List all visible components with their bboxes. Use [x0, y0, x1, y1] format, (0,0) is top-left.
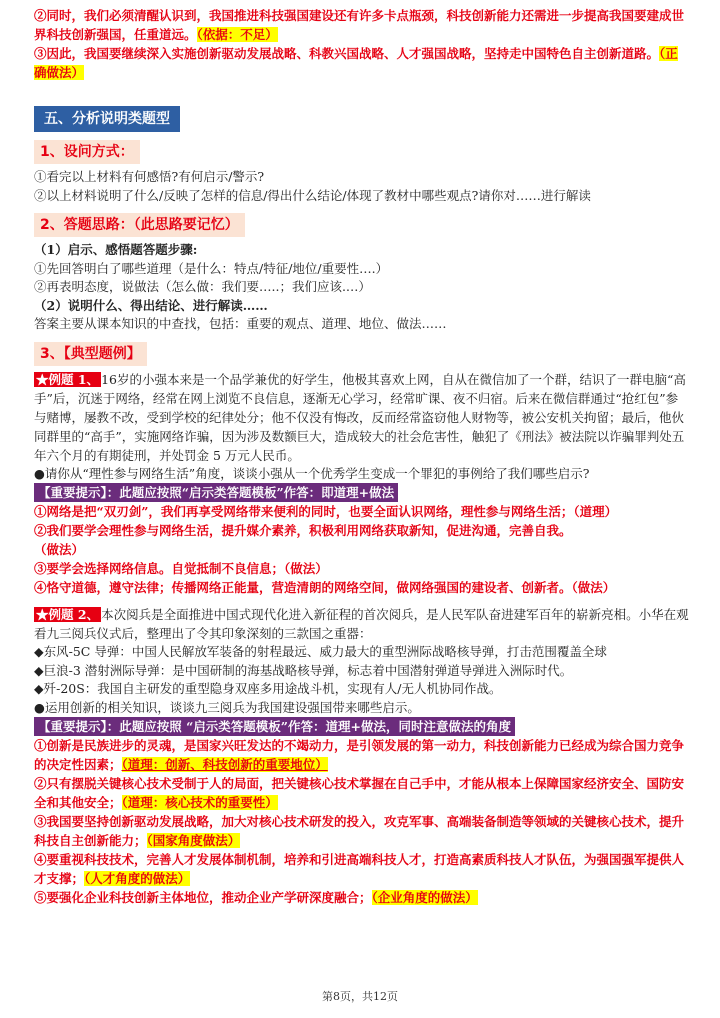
ex1-a3-text: ③要学会选择网络信息。自觉抵制不良信息； [34, 561, 285, 576]
ex2-a2-text: ②只有摆脱关键核心技术受制于人的局面，把关键核心技术掌握在自己手中，才能从根本上保障国家经济安全、国防安全和其他安全； [34, 776, 685, 810]
subheading-ask-method: 1、设问方式： [34, 140, 140, 164]
example-2-hint: 【重要提示】：此题应按照 “启示类答题模板”作答：道理+做法，同时注意做法的角度 [34, 717, 515, 736]
example-2-answer-3 [34, 812, 690, 850]
ex2-a1-tag: （道理：创新、科技创新的重要地位） [121, 757, 328, 772]
example-2-bullet-3: ◆歼-20S：我国自主研发的重型隐身双座多用途战斗机，实现有人/无人机协同作战。 [34, 681, 502, 696]
example-1-question: ●请你从“理性参与网络生活”角度，谈谈小强从一个优秀学生变成一个罪犯的事例给了我们哪些启示? [34, 465, 590, 481]
ex1-a4-tag: （做法） [571, 580, 616, 595]
step2-title: （2）说明什么、得出结论、进行解读…… [34, 297, 268, 313]
ex2-a4-tag: （人才角度的做法） [84, 871, 191, 886]
example-2-question: ●运用创新的相关知识，谈谈九三阅兵为我国建设强国带来哪些启示。 [34, 699, 420, 715]
ex2-a3-text: ③我国要坚持创新驱动发展战略，加大对核心技术研发的投入，攻克军事、高端装备制造等领域的关键核心技术，提升科技自主创新能力； [34, 814, 685, 848]
example-2-tag: ★例题 2、 [36, 607, 100, 622]
top-paragraph-3 [34, 44, 690, 82]
example-1-answer-1 [34, 502, 690, 521]
example-2-answer-1 [34, 736, 690, 774]
step1-a: ①先回答明白了哪些道理（是什么：特点/特征/地位/重要性….） [34, 260, 389, 276]
ask-line-1: ①看完以上材料有何感悟?有何启示/警示? [34, 169, 265, 184]
example-1-tag: ★例题 1、 [36, 371, 100, 387]
ask-line-2: ②以上材料说明了什么/反映了怎样的信息/得出什么结论/体现了教材中哪些观点?请你对……进行解读 [34, 187, 591, 203]
top-paragraph-2 [34, 6, 690, 44]
ex2-a1-text: ①创新是民族进步的灵魂，是国家兴旺发达的不竭动力，是引领发展的第一动力，科技创新能力已经成为综合国力竞争的决定性因素； [34, 738, 685, 772]
example-1-hint: 【重要提示】：此题应按照“启示类答题模板”作答：即道理+做法 [34, 483, 398, 502]
top-p2-text: ②同时，我们必须清醒认识到，我国推进科技强国建设还有许多卡点瓶颈，科技创新能力还需进一步提高我国要建成世界科技创新强国，任重道远。 [34, 8, 685, 42]
example-1-answer-2 [34, 521, 690, 559]
example-2-bullet-1: ◆东风-5C 导弹：中国人民解放军装备的射程最远、威力最大的重型洲际战略核导弹，打击范围覆盖全球 [34, 644, 607, 659]
example-1-body: 16岁的小强本来是一个品学兼优的好学生，他极其喜欢上网，自从在微信加了一个群，结识了一群电脑“高手”后，沉迷于网络，经常在网上浏览不良信息，逐渐无心学习，经常旷课、夜不归宿。后来在微信群通过“抢红包”参与赌博，屡教不改，受到学校的纪律处分；他不仅没有悔改，反而经常盗窃他人财物等，被公安机关拘留；最后，他伙同群里的“高手”，实施网络诈骗，因为涉及数额巨大，造成较大的社会危害性，触犯了《刑法》被法院以诈骗罪判处五年六个月的有期徒刑，并处罚金 5 万元人民币。 [34, 371, 686, 463]
ex1-a2-tag: （做法） [34, 542, 85, 557]
step2-a: 答案主要从课本知识的中查找，包括：重要的观点、道理、地位、做法…… [34, 316, 447, 331]
step1-b: ②再表明态度，说做法（怎么做：我们要…..；我们应该.…） [34, 279, 371, 294]
step1-title: （1）启示、感悟题答题步骤: [34, 242, 198, 257]
page-number: 第8页，共12页 [322, 990, 398, 1003]
example-2-answer-4 [34, 850, 690, 888]
ex2-a2-tag: （道理：核心技术的重要性） [121, 795, 278, 810]
ex2-a3-tag: （国家角度做法） [146, 833, 241, 848]
subheading-examples: 3、【典型题例】 [34, 342, 147, 366]
ex1-a2-text: ②我们要学会理性参与网络生活，提升媒介素养，积极利用网络获取新知，促进沟通，完善自我。 [34, 523, 572, 538]
example-2-answer-5 [34, 888, 690, 907]
example-2-bullet-2: ◆巨浪-3 潜射洲际导弹：是中国研制的海基战略核导弹，标志着中国潜射弹道导弹进入洲际时代。 [34, 662, 573, 678]
example-1-answer-3 [34, 559, 690, 578]
ex2-a5-text: ⑤要强化企业科技创新主体地位，推动企业产学研深度融合； [34, 890, 372, 905]
example-1-answer-4 [34, 578, 690, 597]
ex1-a1-tag: （道理） [573, 504, 618, 519]
top-p2-tag: （依据：不足） [196, 27, 278, 42]
ex2-a4-text: ④要重视科技技术，完善人才发展体制机制，培养和引进高端科技人才，打造高素质科技人才队伍，为强国强军提供人才支撑； [34, 852, 685, 886]
top-p3-text: ③因此，我国要继续深入实施创新驱动发展战略、科教兴国战略、人才强国战略，坚持走中国特色自主创新道路。 [34, 46, 660, 61]
example-2-answer-2 [34, 774, 690, 812]
example-2-text [34, 605, 690, 643]
ex2-a5-tag: （企业角度的做法） [371, 890, 478, 905]
ex1-a4-text: ④恪守道德，遵守法律；传播网络正能量，营造清朗的网络空间，做网络强国的建设者、创新者。 [34, 580, 572, 595]
top-p3-tag: （正确做法） [34, 46, 678, 80]
example-1-text [34, 370, 690, 465]
subheading-answer-approach: 2、答题思路：（此思路要记忆） [34, 213, 245, 237]
section-title: 五、分析说明类题型 [34, 106, 180, 132]
ex1-a3-tag: （做法） [284, 561, 328, 576]
ex1-a1-text: ①网络是把“双刃剑”，我们再享受网络带来便利的同时，也要全面认识网络，理性参与网络生活； [34, 504, 574, 519]
example-2-body: 本次阅兵是全面推进中国式现代化进入新征程的首次阅兵，是人民军队奋进建军百年的崭新亮相。小华在观看九三阅兵仪式后，整理出了令其印象深刻的三款国之重器： [34, 607, 689, 641]
